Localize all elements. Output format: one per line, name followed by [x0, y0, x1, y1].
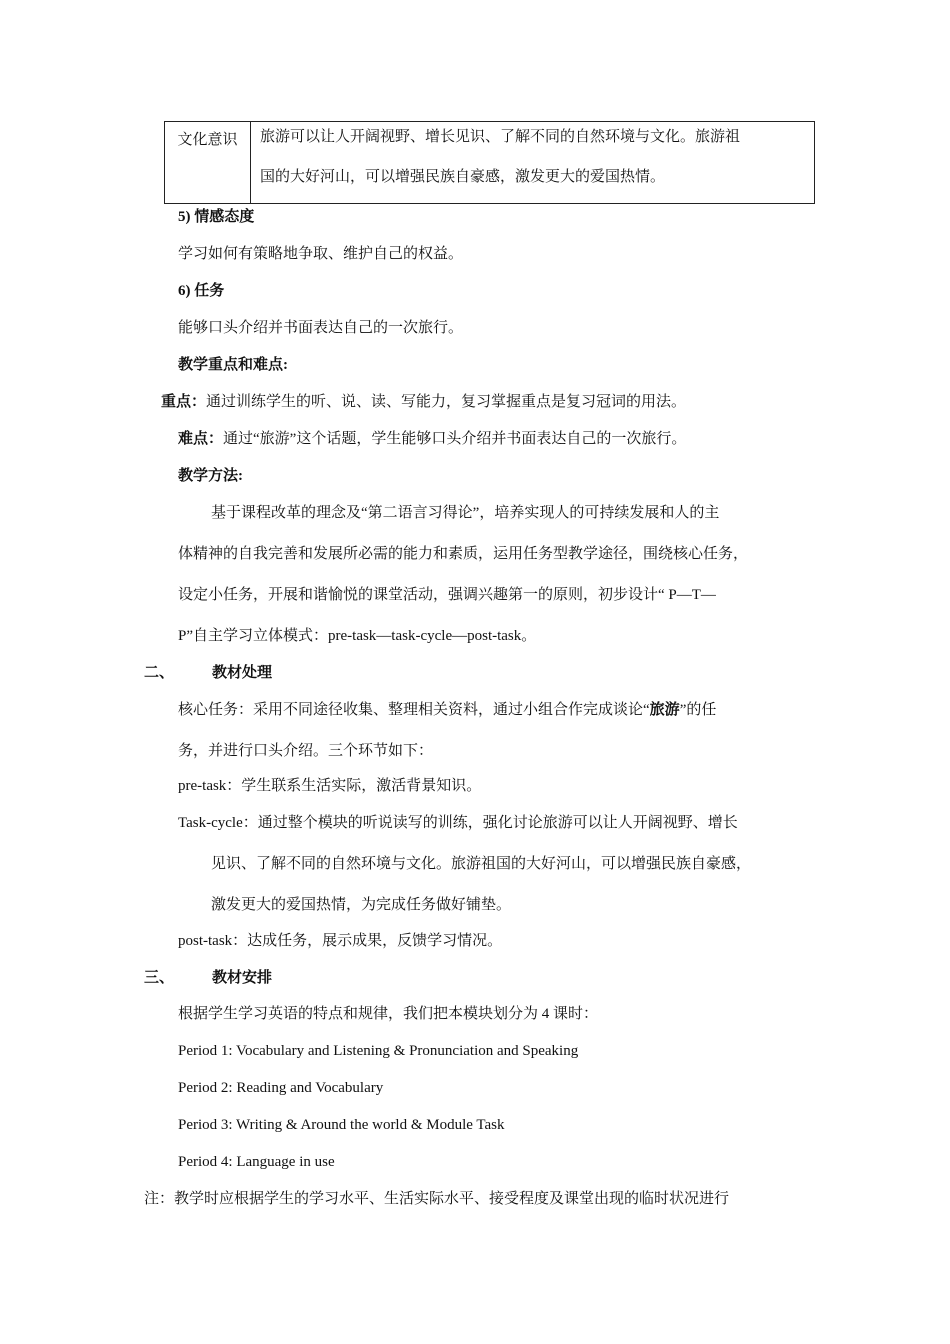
period-4: Period 4: Language in use	[178, 1154, 335, 1170]
section-3-title: 教材安排	[212, 970, 273, 986]
section-5-title: 5) 情感态度	[178, 209, 255, 225]
core-task-bold: 旅游	[649, 702, 680, 718]
post-task-line: post-task：达成任务，展示成果，反馈学习情况。	[178, 933, 503, 949]
task-cycle-line-2: 见识、了解不同的自然环境与文化。旅游祖国的大好河山，可以增强民族自豪感，	[211, 856, 752, 872]
core-task-line-1	[178, 700, 716, 720]
key-label: 重点：	[161, 394, 207, 410]
section-3-number: 三、	[144, 970, 175, 986]
focus-title: 教学重点和难点:	[178, 357, 288, 373]
table-text-line-2: 国的大好河山，可以增强民族自豪感，激发更大的爱国热情。	[260, 169, 666, 185]
table-text-line-1: 旅游可以让人开阔视野、增长见识、了解不同的自然环境与文化。旅游祖	[260, 129, 741, 145]
core-task-prefix: 核心任务：采用不同途径收集、整理相关资料，通过小组合作完成谈论“	[178, 702, 650, 718]
note-line: 注：教学时应根据学生的学习水平、生活实际水平、接受程度及课堂出现的临时状况进行	[144, 1191, 730, 1207]
section-6-title: 6) 任务	[178, 283, 225, 299]
key-text: 通过训练学生的听、说、读、写能力，复习掌握重点是复习冠词的用法。	[206, 394, 687, 410]
section-2-title: 教材处理	[212, 665, 273, 681]
difficult-point	[178, 429, 686, 449]
task-cycle-line-1: Task-cycle：通过整个模块的听说读写的训练，强化讨论旅游可以让人开阔视野、增长	[178, 815, 738, 831]
period-2: Period 2: Reading and Vocabulary	[178, 1080, 384, 1096]
difficult-label: 难点：	[178, 431, 224, 447]
table-label: 文化意识	[165, 122, 251, 203]
period-1: Period 1: Vocabulary and Listening & Pronunciation and Speaking	[178, 1043, 579, 1059]
table-content	[251, 111, 814, 203]
culture-table	[164, 121, 815, 204]
section-2-heading	[144, 663, 272, 683]
core-task-line-2: 务，并进行口头介绍。三个环节如下：	[178, 743, 434, 759]
pre-task-line: pre-task：学生联系生活实际，激活背景知识。	[178, 778, 482, 794]
key-point	[161, 392, 686, 412]
method-line-2: 体精神的自我完善和发展所必需的能力和素质，运用任务型教学途径，围绕核心任务，	[178, 546, 749, 562]
method-line-1: 基于课程改革的理念及“第二语言习得论”，培养实现人的可持续发展和人的主	[211, 505, 720, 521]
schedule-intro: 根据学生学习英语的特点和规律，我们把本模块划分为 4 课时：	[178, 1006, 599, 1022]
section-2-number: 二、	[144, 665, 175, 681]
period-3: Period 3: Writing & Around the world & Module Task	[178, 1117, 505, 1133]
section-5-body: 学习如何有策略地争取、维护自己的权益。	[178, 246, 464, 262]
task-cycle-line-3: 激发更大的爱国热情，为完成任务做好铺垫。	[211, 897, 512, 913]
section-3-heading	[144, 968, 272, 988]
method-line-3: 设定小任务，开展和谐愉悦的课堂活动，强调兴趣第一的原则，初步设计“ P—T—	[178, 587, 716, 603]
section-6-body: 能够口头介绍并书面表达自己的一次旅行。	[178, 320, 464, 336]
method-line-4: P”自主学习立体模式：pre-task—task-cycle—post-task。	[178, 628, 537, 644]
difficult-text: 通过“旅游”这个话题，学生能够口头介绍并书面表达自己的一次旅行。	[223, 431, 687, 447]
core-task-suffix: ”的任	[679, 702, 717, 718]
method-title: 教学方法:	[178, 468, 243, 484]
